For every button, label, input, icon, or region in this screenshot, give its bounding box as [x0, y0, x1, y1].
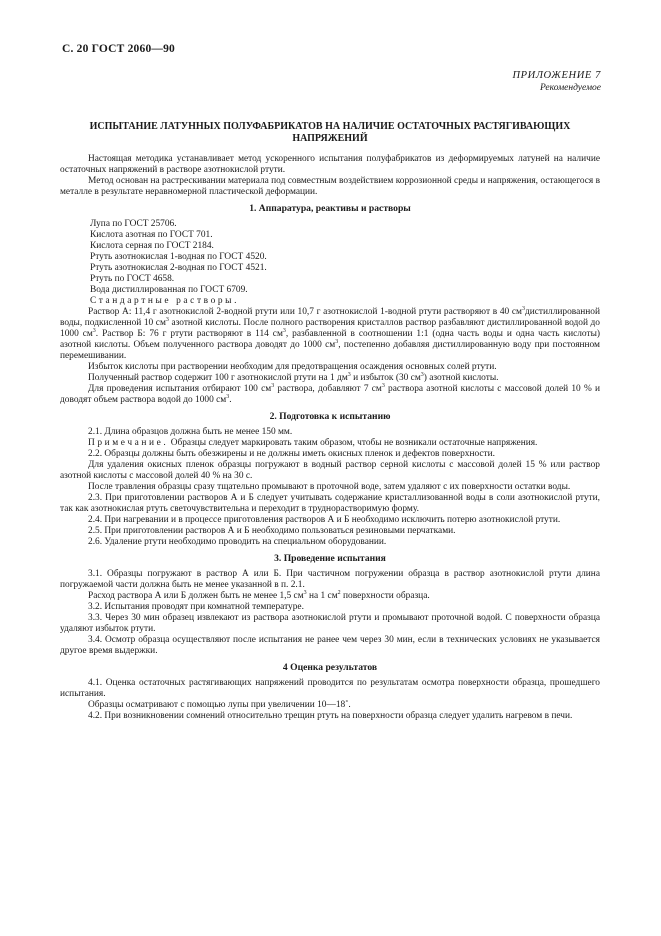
- clause-2-3: 2.3. При приготовлении растворов А и Б следует учитывать содержание кристаллизованной воды в соли азотнокислой ртути, так как азотнокислая ртуть светочувствительна и переходит в труднорастворимую форму.: [60, 493, 600, 514]
- list-item: Ртуть азотнокислая 1-водная по ГОСТ 4520.: [90, 252, 267, 262]
- document-title: ИСПЫТАНИЕ ЛАТУННЫХ ПОЛУФАБРИКАТОВ НА НАЛИЧИЕ ОСТАТОЧНЫХ РАСТЯГИВАЮЩИХ НАПРЯЖЕНИЙ: [89, 121, 571, 144]
- appendix-label-block: [512, 70, 601, 94]
- clause-3-1-b: Расход раствора А или Б должен быть не менее 1,5 $см^3$ на 1 $см^2$ поверхности образца.: [88, 590, 430, 601]
- list-item: Ртуть по ГОСТ 4658.: [90, 274, 175, 284]
- appendix-label: ПРИЛОЖЕНИЕ 7: [512, 70, 601, 81]
- document-body: [60, 154, 600, 722]
- section-heading: 2. Подготовка к испытанию: [269, 411, 391, 422]
- list-item: Вода дистиллированная по ГОСТ 6709.: [90, 285, 248, 295]
- section-heading: 4 Оценка результатов: [282, 662, 378, 673]
- standard-solutions-label: Стандартные растворы.: [90, 296, 240, 306]
- clause-2-5: 2.5. При приготовлении растворов А и Б необходимо пользоваться резиновыми перчатками.: [88, 526, 456, 536]
- list-item: Ртуть азотнокислая 2-водная по ГОСТ 4521.: [90, 263, 267, 273]
- clause-4-2: 4.2. При возникновении сомнений относительно трещин ртуть на поверхности образца следует удалить нагревом в печи.: [88, 711, 573, 721]
- clause-2-2-c: После травления образцы сразу тщательно промывают в проточной воде, затем удаляют с их поверхности остатки воды.: [88, 482, 571, 492]
- appendix-status: Рекомендуемое: [539, 83, 601, 93]
- note-paragraph: Примечание. Образцы следует маркировать таким образом, чтобы не возникали остаточные напряжения.: [88, 438, 538, 448]
- page-header: С. 20 ГОСТ 2060—90: [62, 43, 175, 55]
- section-heading: 1. Аппаратура, реактивы и растворы: [249, 203, 411, 214]
- excess-paragraph: Избыток кислоты при растворении необходим для предотвращения осаждения основных солей ртути.: [88, 362, 497, 372]
- intro-paragraph: Метод основан на растрескивании материала под совместным воздействием коррозионной среды и напряжения, остающегося в металле в результате неравномерной пластической деформации.: [60, 176, 600, 197]
- clause-4-1: 4.1. Оценка остаточных растягивающих напряжений проводится по результатам осмотра поверхности образца, прошедшего испытания.: [60, 678, 600, 699]
- clause-3-2: 3.2. Испытания проводят при комнатной температуре.: [88, 602, 304, 612]
- clause-3-3: 3.3. Через 30 мин образец извлекают из раствора азотнокислой ртути и промывают проточной водой. С поверхности образца удаляют избыток ртути.: [60, 613, 600, 634]
- list-item: Лупа по ГОСТ 25706.: [90, 219, 177, 229]
- materials-list: [60, 219, 600, 296]
- clause-4-1-b: Образцы осматривают с помощью лупы при увеличении 10—18˚.: [88, 700, 351, 710]
- clause-3-4: 3.4. Осмотр образца осуществляют после испытания не ранее чем через 30 мин, если в технических условиях не указывается другое время выдержки.: [60, 635, 600, 656]
- intro-paragraph: Настоящая методика устанавливает метод ускоренного испытания полуфабрикатов из деформируемых латуней на наличие остаточных напряжений в растворе азотнокислой ртути.: [60, 154, 600, 175]
- clause-2-1: 2.1. Длина образцов должна быть не менее 150 мм.: [88, 427, 293, 437]
- clause-2-4: 2.4. При нагревании и в процессе приготовления растворов А и Б необходимо исключить потерю азотнокислой ртути.: [88, 515, 561, 525]
- clause-2-2: 2.2. Образцы должны быть обезжирены и не должны иметь окисных пленок и дефектов поверхности.: [88, 449, 495, 459]
- clause-3-1: 3.1. Образцы погружают в раствор А или Б. При частичном погружении образца в раствор азотнокислой ртути длина погружаемой части должна быть не менее указанной в п. 2.1.: [60, 569, 600, 590]
- list-item: Кислота серная по ГОСТ 2184.: [90, 241, 214, 251]
- solutions-paragraph: Раствор А: 11,4 г азотнокислой 2-водной ртути или 10,7 г азотнокислой 1-водной ртути растворяют в 40 $см^3дистиллированной$ воды, подкисленной 10 $см^3$ азотной кислоты. После полного растворения кристаллов раствор разбавляют дистиллированной водой до 1000 $см^3$. Раствор Б: 76 г ртути растворяют в 114 $см^3$, разбавленной в соотношении 1:1 (одна часть воды и одна часть кислоты) азотной кислоты. Объем полученного раствора доводят до 1000 $см^3$, постепенно добавляя дистиллированную воду при постоянном перемешивании.: [60, 306, 601, 361]
- section-heading: 3. Проведение испытания: [274, 553, 386, 564]
- list-item: Кислота азотная по ГОСТ 701.: [90, 230, 213, 240]
- clause-2-2-b: Для удаления окисных пленок образцы погружают в водный раствор серной кислоты с массовой долей 15 % или раствор азотной кислоты с массовой долей 40 % на 30 с.: [60, 460, 600, 481]
- result-paragraph: Полученный раствор содержит 100 г азотнокислой ртути на 1 $дм^3$ и избыток (30 $см^3$) азотной кислоты.: [88, 372, 499, 383]
- clause-2-6: 2.6. Удаление ртути необходимо проводить на специальном оборудовании.: [88, 537, 387, 547]
- preparation-paragraph: Для проведения испытания отбирают 100 $см^3$ раствора, добавляют 7 $см^3$ раствора азотной кислоты с массовой долей 10 % и доводят объем раствора водой до 1000 $см^3$.: [60, 383, 600, 405]
